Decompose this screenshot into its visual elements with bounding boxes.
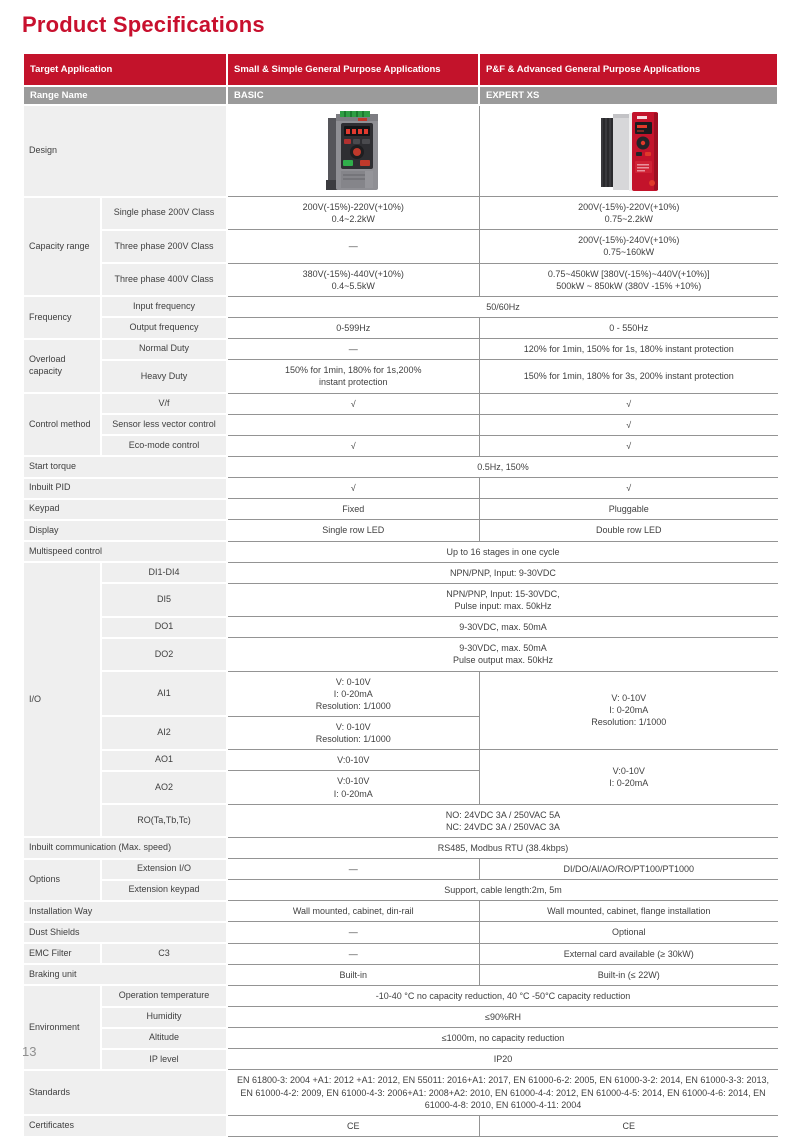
value-basic-ao1: V:0-10V bbox=[227, 750, 479, 771]
sub-label-input-frequency: Input frequency bbox=[101, 296, 227, 317]
table-row bbox=[23, 859, 778, 880]
sub-label-normal-duty: Normal Duty bbox=[101, 339, 227, 360]
value-expert-ao1-ao2: V:0-10V I: 0-20mA bbox=[479, 750, 778, 804]
value-standards: EN 61800-3: 2004 +A1: 2012 +A1: 2012, EN 55011: 2016+A1: 2017, EN 61000-6-2: 2005, EN 61000-3-2: 2014, EN 61000-3-3: 2013, EN 61000-4-2: 2009, EN 61000-4-3: 2006+A1: 2008+A2: 2010, EN 61000-4-4: 2012, EN 61000-4-5: 2014, EN 61000-4-6: 2014, EN 61000-4-8: 2010, EN 61000-4-11: 2004 bbox=[227, 1070, 778, 1115]
row-label-design: Design bbox=[23, 105, 227, 197]
value-expert-eco-mode: √ bbox=[479, 435, 778, 456]
page-header bbox=[0, 12, 800, 38]
page-number: 13 bbox=[22, 1044, 37, 1059]
value-expert-inbuilt-pid: √ bbox=[479, 478, 778, 499]
sub-label-ai1: AI1 bbox=[101, 671, 227, 716]
sub-label-ao1: AO1 bbox=[101, 750, 227, 771]
range-expert-xs: EXPERT XS bbox=[479, 86, 778, 105]
value-ip-level: IP20 bbox=[227, 1049, 778, 1070]
table-row bbox=[23, 1007, 778, 1028]
table-row bbox=[23, 499, 778, 520]
row-label-dust-shields: Dust Shields bbox=[23, 922, 227, 943]
value-expert-braking: Built-in (≤ 22W) bbox=[479, 964, 778, 985]
value-operation-temperature: -10-40 °C no capacity reduction, 40 °C -50°C capacity reduction bbox=[227, 985, 778, 1006]
table-row bbox=[23, 53, 778, 86]
value-expert-installation: Wall mounted, cabinet, flange installation bbox=[479, 901, 778, 922]
table-row bbox=[23, 922, 778, 943]
value-expert-heavy-duty: 150% for 1min, 180% for 3s, 200% instant protection bbox=[479, 360, 778, 393]
value-expert-single-phase: 200V(-15%)-220V(+10%) 0.75~2.2kW bbox=[479, 197, 778, 230]
table-row bbox=[23, 393, 778, 414]
sub-label-output-frequency: Output frequency bbox=[101, 317, 227, 338]
page-title: Product Specifications bbox=[22, 12, 265, 37]
table-row bbox=[23, 360, 778, 393]
value-basic-single-phase: 200V(-15%)-220V(+10%) 0.4~2.2kW bbox=[227, 197, 479, 230]
sub-label-di1-di4: DI1-DI4 bbox=[101, 562, 227, 583]
value-altitude: ≤1000m, no capacity reduction bbox=[227, 1028, 778, 1049]
value-basic-dust-shields: — bbox=[227, 922, 479, 943]
row-label-certificates: Certificates bbox=[23, 1115, 227, 1136]
value-multispeed: Up to 16 stages in one cycle bbox=[227, 541, 778, 562]
table-row bbox=[23, 880, 778, 901]
value-basic-extension-io: — bbox=[227, 859, 479, 880]
value-basic-ao2: V:0-10V I: 0-20mA bbox=[227, 771, 479, 804]
value-humidity: ≤90%RH bbox=[227, 1007, 778, 1028]
value-expert-certificates: CE bbox=[479, 1115, 778, 1136]
category-overload-capacity: Overload capacity bbox=[23, 339, 101, 393]
table-row bbox=[23, 339, 778, 360]
value-expert-three-phase-400v: 0.75~450kW [380V(-15%)~440V(+10%)] 500kW ~ 850kW (380V -15% +10%) bbox=[479, 263, 778, 296]
category-capacity-range: Capacity range bbox=[23, 197, 101, 297]
value-basic-sensorless bbox=[227, 414, 479, 435]
table-row bbox=[23, 478, 778, 499]
value-expert-normal-duty: 120% for 1min, 150% for 1s, 180% instant protection bbox=[479, 339, 778, 360]
col-header-target-application: Target Application bbox=[23, 53, 227, 86]
product-image-basic bbox=[227, 105, 479, 197]
value-basic-ai2: V: 0-10V Resolution: 1/1000 bbox=[227, 716, 479, 749]
table-row bbox=[23, 583, 778, 616]
sub-label-vf: V/f bbox=[101, 393, 227, 414]
sub-label-three-phase-200v: Three phase 200V Class bbox=[101, 230, 227, 263]
value-expert-three-phase-200v: 200V(-15%)-240V(+10%) 0.75~160kW bbox=[479, 230, 778, 263]
sub-label-ai2: AI2 bbox=[101, 716, 227, 749]
value-basic-emc: — bbox=[227, 943, 479, 964]
row-label-standards: Standards bbox=[23, 1070, 227, 1115]
sub-label-three-phase-400v: Three phase 400V Class bbox=[101, 263, 227, 296]
sub-label-extension-keypad: Extension keypad bbox=[101, 880, 227, 901]
table-row bbox=[23, 804, 778, 837]
sub-label-operation-temperature: Operation temperature bbox=[101, 985, 227, 1006]
basic-drive-image bbox=[314, 110, 392, 192]
category-control-method: Control method bbox=[23, 393, 101, 456]
value-expert-keypad: Pluggable bbox=[479, 499, 778, 520]
row-label-display: Display bbox=[23, 520, 227, 541]
value-ro: NO: 24VDC 3A / 250VAC 5A NC: 24VDC 3A / 250VAC 3A bbox=[227, 804, 778, 837]
row-label-start-torque: Start torque bbox=[23, 456, 227, 477]
product-specifications-table bbox=[22, 52, 779, 1138]
value-di1-di4: NPN/PNP, Input: 9-30VDC bbox=[227, 562, 778, 583]
value-do1: 9-30VDC, max. 50mA bbox=[227, 617, 778, 638]
value-basic-certificates: CE bbox=[227, 1115, 479, 1136]
table-row bbox=[23, 562, 778, 583]
value-basic-ai1: V: 0-10V I: 0-20mA Resolution: 1/1000 bbox=[227, 671, 479, 716]
sub-label-do1: DO1 bbox=[101, 617, 227, 638]
table-row bbox=[23, 964, 778, 985]
table-row bbox=[23, 1070, 778, 1115]
sub-label-humidity: Humidity bbox=[101, 1007, 227, 1028]
value-input-frequency: 50/60Hz bbox=[227, 296, 778, 317]
category-emc-filter: EMC Filter bbox=[23, 943, 101, 964]
row-label-inbuilt-pid: Inbuilt PID bbox=[23, 478, 227, 499]
col-header-small-simple: Small & Simple General Purpose Applications bbox=[227, 53, 479, 86]
table-row bbox=[23, 435, 778, 456]
table-row bbox=[23, 638, 778, 671]
value-expert-display: Double row LED bbox=[479, 520, 778, 541]
table-row bbox=[23, 837, 778, 858]
value-basic-eco-mode: √ bbox=[227, 435, 479, 456]
table-row bbox=[23, 105, 778, 197]
value-basic-keypad: Fixed bbox=[227, 499, 479, 520]
table-row bbox=[23, 1115, 778, 1136]
table-row bbox=[23, 456, 778, 477]
table-row bbox=[23, 750, 778, 771]
table-row bbox=[23, 263, 778, 296]
value-basic-three-phase-400v: 380V(-15%)-440V(+10%) 0.4~5.5kW bbox=[227, 263, 479, 296]
table-row bbox=[23, 296, 778, 317]
value-extension-keypad: Support, cable length:2m, 5m bbox=[227, 880, 778, 901]
value-expert-output-frequency: 0 - 550Hz bbox=[479, 317, 778, 338]
value-expert-ai1-ai2: V: 0-10V I: 0-20mA Resolution: 1/1000 bbox=[479, 671, 778, 750]
sub-label-ao2: AO2 bbox=[101, 771, 227, 804]
category-environment: Environment bbox=[23, 985, 101, 1070]
table-row bbox=[23, 617, 778, 638]
table-row bbox=[23, 317, 778, 338]
category-options: Options bbox=[23, 859, 101, 901]
table-row bbox=[23, 86, 778, 105]
value-basic-braking: Built-in bbox=[227, 964, 479, 985]
table-row bbox=[23, 901, 778, 922]
expert-xs-drive-image bbox=[593, 109, 665, 193]
sub-label-extension-io: Extension I/O bbox=[101, 859, 227, 880]
range-basic: BASIC bbox=[227, 86, 479, 105]
product-image-expert bbox=[479, 105, 778, 197]
col-header-pf-advanced: P&F & Advanced General Purpose Applications bbox=[479, 53, 778, 86]
sub-label-do2: DO2 bbox=[101, 638, 227, 671]
value-di5: NPN/PNP, Input: 15-30VDC, Pulse input: max. 50kHz bbox=[227, 583, 778, 616]
value-basic-normal-duty: — bbox=[227, 339, 479, 360]
value-start-torque: 0.5Hz, 150% bbox=[227, 456, 778, 477]
value-basic-output-frequency: 0-599Hz bbox=[227, 317, 479, 338]
sub-label-ro: RO(Ta,Tb,Tc) bbox=[101, 804, 227, 837]
sub-label-sensorless: Sensor less vector control bbox=[101, 414, 227, 435]
value-basic-inbuilt-pid: √ bbox=[227, 478, 479, 499]
table-row bbox=[23, 671, 778, 716]
value-inbuilt-communication: RS485, Modbus RTU (38.4kbps) bbox=[227, 837, 778, 858]
table-row bbox=[23, 230, 778, 263]
row-label-braking-unit: Braking unit bbox=[23, 964, 227, 985]
sub-label-ip-level: IP level bbox=[101, 1049, 227, 1070]
table-row bbox=[23, 1049, 778, 1070]
table-row bbox=[23, 414, 778, 435]
value-expert-emc: External card available (≥ 30kW) bbox=[479, 943, 778, 964]
sub-label-eco-mode: Eco-mode control bbox=[101, 435, 227, 456]
range-name-label: Range Name bbox=[23, 86, 227, 105]
value-basic-display: Single row LED bbox=[227, 520, 479, 541]
sub-label-di5: DI5 bbox=[101, 583, 227, 616]
value-basic-vf: √ bbox=[227, 393, 479, 414]
row-label-inbuilt-communication: Inbuilt communication (Max. speed) bbox=[23, 837, 227, 858]
row-label-installation-way: Installation Way bbox=[23, 901, 227, 922]
row-label-multispeed: Multispeed control bbox=[23, 541, 227, 562]
sub-label-heavy-duty: Heavy Duty bbox=[101, 360, 227, 393]
value-expert-sensorless: √ bbox=[479, 414, 778, 435]
table-row bbox=[23, 197, 778, 230]
category-frequency: Frequency bbox=[23, 296, 101, 338]
value-do2: 9-30VDC, max. 50mA Pulse output max. 50kHz bbox=[227, 638, 778, 671]
value-basic-three-phase-200v: — bbox=[227, 230, 479, 263]
sub-label-single-phase-200v: Single phase 200V Class bbox=[101, 197, 227, 230]
table-row bbox=[23, 541, 778, 562]
sub-label-altitude: Altitude bbox=[101, 1028, 227, 1049]
table-row bbox=[23, 985, 778, 1006]
value-basic-heavy-duty: 150% for 1min, 180% for 1s,200% instant protection bbox=[227, 360, 479, 393]
table-row bbox=[23, 943, 778, 964]
row-label-keypad: Keypad bbox=[23, 499, 227, 520]
value-expert-vf: √ bbox=[479, 393, 778, 414]
sub-label-c3: C3 bbox=[101, 943, 227, 964]
table-row bbox=[23, 520, 778, 541]
category-io: I/O bbox=[23, 562, 101, 837]
value-expert-extension-io: DI/DO/AI/AO/RO/PT100/PT1000 bbox=[479, 859, 778, 880]
value-basic-installation: Wall mounted, cabinet, din-rail bbox=[227, 901, 479, 922]
value-expert-dust-shields: Optional bbox=[479, 922, 778, 943]
table-row bbox=[23, 1028, 778, 1049]
